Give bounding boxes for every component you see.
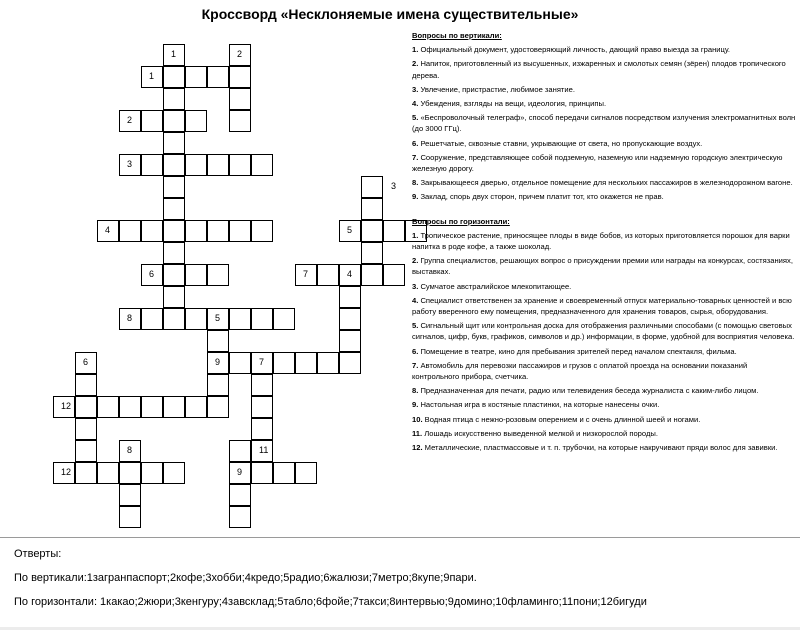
clue-number: 5. [412,321,421,331]
crossword-cell[interactable] [163,88,185,110]
crossword-cell[interactable] [229,66,251,88]
clue-number: 7. [412,360,421,370]
clue-number: 6. [412,346,421,356]
crossword-grid [0,0,400,530]
answers-header: Отверты: [14,548,62,560]
clue-text: Автомобиль для перевозки пассажиров и грузов с оплатой проезда на основании показаний контрольного прибора, счетчика. [412,360,748,382]
crossword-cell[interactable] [185,220,207,242]
crossword-cell[interactable] [141,308,163,330]
clue-number-label: 3 [391,181,397,191]
crossword-cell[interactable] [229,308,251,330]
clue-number-label: 8 [127,445,133,455]
horizontal-clue [412,281,796,292]
crossword-cell[interactable] [207,374,229,396]
crossword-cell[interactable] [141,462,163,484]
section-divider [0,537,800,538]
crossword-cell[interactable] [163,198,185,220]
clue-number-label: 5 [215,313,221,323]
clue-text: Сумчатое австралийское млекопитающее. [420,281,572,291]
crossword-cell[interactable] [207,66,229,88]
crossword-cell[interactable] [163,110,185,132]
clue-number: 4. [412,295,421,305]
crossword-cell[interactable] [75,374,97,396]
answers-vertical: По вертикали:1загранпаспорт;2кофе;3хобби;4кредо;5радио;6жалюзи;7метро;8купе;9пари. [14,572,477,584]
clue-text: Официальный документ, удостоверяющий личность, дающий право выезда за границу. [420,45,731,55]
crossword-cell[interactable] [97,462,119,484]
crossword-cell[interactable] [273,308,295,330]
crossword-cell[interactable] [339,352,361,374]
crossword-cell[interactable] [119,506,141,528]
crossword-cell[interactable] [317,352,339,374]
clue-text: Сооружение, представляющее собой подземную, наземную или надземную городскую электрическую железную дорогу. [412,152,783,174]
crossword-cell[interactable] [75,462,97,484]
horizontal-clue [412,399,796,410]
clue-number-label: 4 [347,269,353,279]
clue-text: Решетчатые, сквозные ставни, укрывающие от света, но пропускающие воздух. [420,138,703,148]
crossword-cell[interactable] [185,308,207,330]
clue-number-label: 6 [149,269,155,279]
horizontal-clue [412,295,796,317]
horizontal-clues-list [412,230,796,453]
clue-text: Лошадь искусственно выведенной мелкой и низкорослой породы. [424,428,658,438]
crossword-cell[interactable] [185,66,207,88]
clue-text: Тропическое растение, приносящее плоды в виде бобов, из которых приготовляется порошок для варки напитка в роде кофе, а также шоколад. [412,230,790,252]
horizontal-clue [412,346,796,357]
crossword-cell[interactable] [361,220,383,242]
clue-number-label: 12 [61,467,72,477]
crossword-cell[interactable] [185,110,207,132]
clue-number: 3. [412,84,421,94]
crossword-cell[interactable] [141,110,163,132]
crossword-cell[interactable] [251,308,273,330]
crossword-cell[interactable] [163,308,185,330]
clue-text: Закрывающееся дверью, отдельное помещение для нескольких пассажиров в железнодорожном вагоне. [420,178,793,188]
crossword-cell[interactable] [383,220,405,242]
clue-number-label: 3 [127,159,133,169]
horizontal-clues-header: Вопросы по горизонтали: [412,216,510,226]
crossword-cell[interactable] [295,352,317,374]
horizontal-clue [412,442,796,453]
clue-text: Убеждения, взгляды на вещи, идеология, принципы. [420,99,607,109]
clue-number-label: 4 [105,225,111,235]
vertical-clue [412,138,796,149]
clue-number: 8. [412,386,421,396]
horizontal-clue [412,255,796,277]
clue-number-label: 9 [215,357,221,367]
crossword-cell[interactable] [229,154,251,176]
crossword-cell[interactable] [119,484,141,506]
clue-number: 4. [412,99,421,109]
crossword-cell[interactable] [251,154,273,176]
clue-text: Напиток, приготовленный из высушенных, изжаренных и смолотых семян (зёрен) плодов тропического дерева. [412,59,786,80]
crossword-cell[interactable] [295,462,317,484]
clue-text: «Беспроволочный телеграф», способ передачи сигналов посредством излучения электромагнитных волн (до 3000 ГГц). [412,113,796,134]
clue-number-label: 1 [149,71,155,81]
crossword-cell[interactable] [383,264,405,286]
vertical-clue [412,84,796,95]
vertical-clue [412,112,796,134]
clue-number-label: 1 [171,49,177,59]
crossword-cell[interactable] [163,66,185,88]
clue-text: Сигнальный щит или контрольная доска для отображения различными способами (с помощью световых сигналов, цифр, букв, графиков, символов и др.) информации, в форме, удобной для восприятия человека. [412,321,795,342]
crossword-cell[interactable] [229,440,251,462]
clue-text: Помещение в театре, кино для пребывания зрителей перед началом спектакля, фильма. [420,346,737,356]
clue-text: Группа специалистов, решающих вопрос о присуждении премии или награды на конкурсах, состязаниях, выставках. [412,256,793,277]
clue-text: Металлические, пластмассовые и т. п. трубочки, на которые накручивают пряди волос для завивки. [424,443,778,453]
crossword-cell[interactable] [229,88,251,110]
vertical-clues-header: Вопросы по вертикали: [412,31,502,40]
clue-number: 3. [412,281,421,291]
vertical-clue [412,58,796,80]
clue-number: 6. [412,138,421,148]
crossword-cell[interactable] [317,264,339,286]
vertical-clues-list [412,44,796,202]
crossword-cell[interactable] [97,396,119,418]
crossword-cell[interactable] [361,264,383,286]
crossword-cell[interactable] [207,154,229,176]
crossword-cell[interactable] [207,264,229,286]
crossword-cell[interactable] [251,374,273,396]
vertical-clue [412,152,796,174]
crossword-cell[interactable] [251,396,273,418]
clue-number: 8. [412,178,421,188]
clue-number: 9. [412,400,421,410]
clue-number-label: 2 [237,49,243,59]
crossword-cell[interactable] [163,396,185,418]
crossword-cell[interactable] [229,506,251,528]
clue-number-label: 11 [259,445,269,455]
crossword-cell[interactable] [207,396,229,418]
crossword-cell[interactable] [361,242,383,264]
clue-text: Водная птица с нежно-розовым оперением и с очень длинной шеей и ногами. [424,414,701,424]
clue-number-label: 7 [303,269,309,279]
clue-number-label: 8 [127,313,133,323]
crossword-cell[interactable] [251,220,273,242]
crossword-cell[interactable] [273,462,295,484]
crossword-cell[interactable] [229,484,251,506]
horizontal-clue [412,360,796,382]
crossword-cell[interactable] [207,220,229,242]
crossword-cell[interactable] [163,242,185,264]
vertical-clue [412,177,796,188]
crossword-cell[interactable] [119,462,141,484]
crossword-cell[interactable] [361,198,383,220]
clue-number: 2. [412,59,421,69]
crossword-cell[interactable] [251,462,273,484]
crossword-cell[interactable] [119,396,141,418]
clue-number-label: 6 [83,357,89,367]
crossword-cell[interactable] [339,286,361,308]
crossword-cell[interactable] [361,176,383,198]
answers-section [14,548,794,620]
horizontal-clue [412,385,796,396]
vertical-clue [412,98,796,109]
clue-number: 7. [412,152,421,162]
crossword-cell[interactable] [185,396,207,418]
crossword-cell[interactable] [75,418,97,440]
clue-text: Настольная игра в костяные пластинки, на которые нанесены очки. [420,400,660,410]
crossword-cell[interactable] [185,264,207,286]
clue-text: Специалист ответственен за хранение и своевременный отпуск материально-товарных ценностей и всю работу вверенного ему помещения, предназначенного для хранения товаров, сырья, оборудования. [412,295,792,317]
horizontal-clue [412,320,796,342]
crossword-cell[interactable] [163,154,185,176]
clue-text: Увлечение, пристрастие, любимое занятие. [420,84,575,94]
clue-number: 9. [412,192,421,202]
clue-number: 12. [412,443,425,453]
horizontal-clue [412,428,796,439]
crossword-cell[interactable] [163,286,185,308]
clue-number: 1. [412,45,421,55]
crossword-cell[interactable] [251,418,273,440]
page-title: Кроссворд «Несклоняемые имена существительные» [201,6,579,22]
clue-number: 1. [412,230,421,240]
crossword-cell[interactable] [119,220,141,242]
crossword-cell[interactable] [273,352,295,374]
clue-text: Предназначенная для печати, радио или телевидения беседа журналиста с каким-либо лицом. [420,386,759,396]
crossword-cell[interactable] [339,330,361,352]
crossword-cell[interactable] [229,220,251,242]
crossword-cell[interactable] [141,220,163,242]
clue-number-label: 5 [347,225,353,235]
clue-number-label: 2 [127,115,133,125]
clue-number-label: 9 [237,467,243,477]
horizontal-clue [412,230,796,252]
crossword-cell[interactable] [229,110,251,132]
horizontal-clue [412,414,796,425]
clues-panel [412,30,796,456]
crossword-cell[interactable] [75,396,97,418]
crossword-cell[interactable] [163,132,185,154]
crossword-cell[interactable] [141,154,163,176]
clue-number-label: 12 [61,401,72,411]
clue-number: 10. [412,414,425,424]
answers-horizontal: По горизонтали: 1какао;2жюри;3кенгуру;4завсклад;5табло;6фойе;7такси;8интервью;9домино;10фламинго;11пони;12бигуди [14,596,647,608]
crossword-cell[interactable] [163,462,185,484]
crossword-cell[interactable] [163,220,185,242]
crossword-cell[interactable] [163,176,185,198]
vertical-clue [412,44,796,55]
crossword-cell[interactable] [207,330,229,352]
crossword-cell[interactable] [339,308,361,330]
crossword-cell[interactable] [141,396,163,418]
clue-number: 2. [412,256,421,266]
crossword-cell[interactable] [163,264,185,286]
clue-number-label: 7 [259,357,265,367]
clue-number: 5. [412,113,421,123]
clue-text: Заклад, спорь двух сторон, причем платит тот, кто окажется не прав. [420,192,664,202]
crossword-cell[interactable] [185,154,207,176]
crossword-cell[interactable] [229,352,251,374]
crossword-cell[interactable] [75,440,97,462]
clue-number: 11. [412,428,425,438]
vertical-clue [412,191,796,202]
